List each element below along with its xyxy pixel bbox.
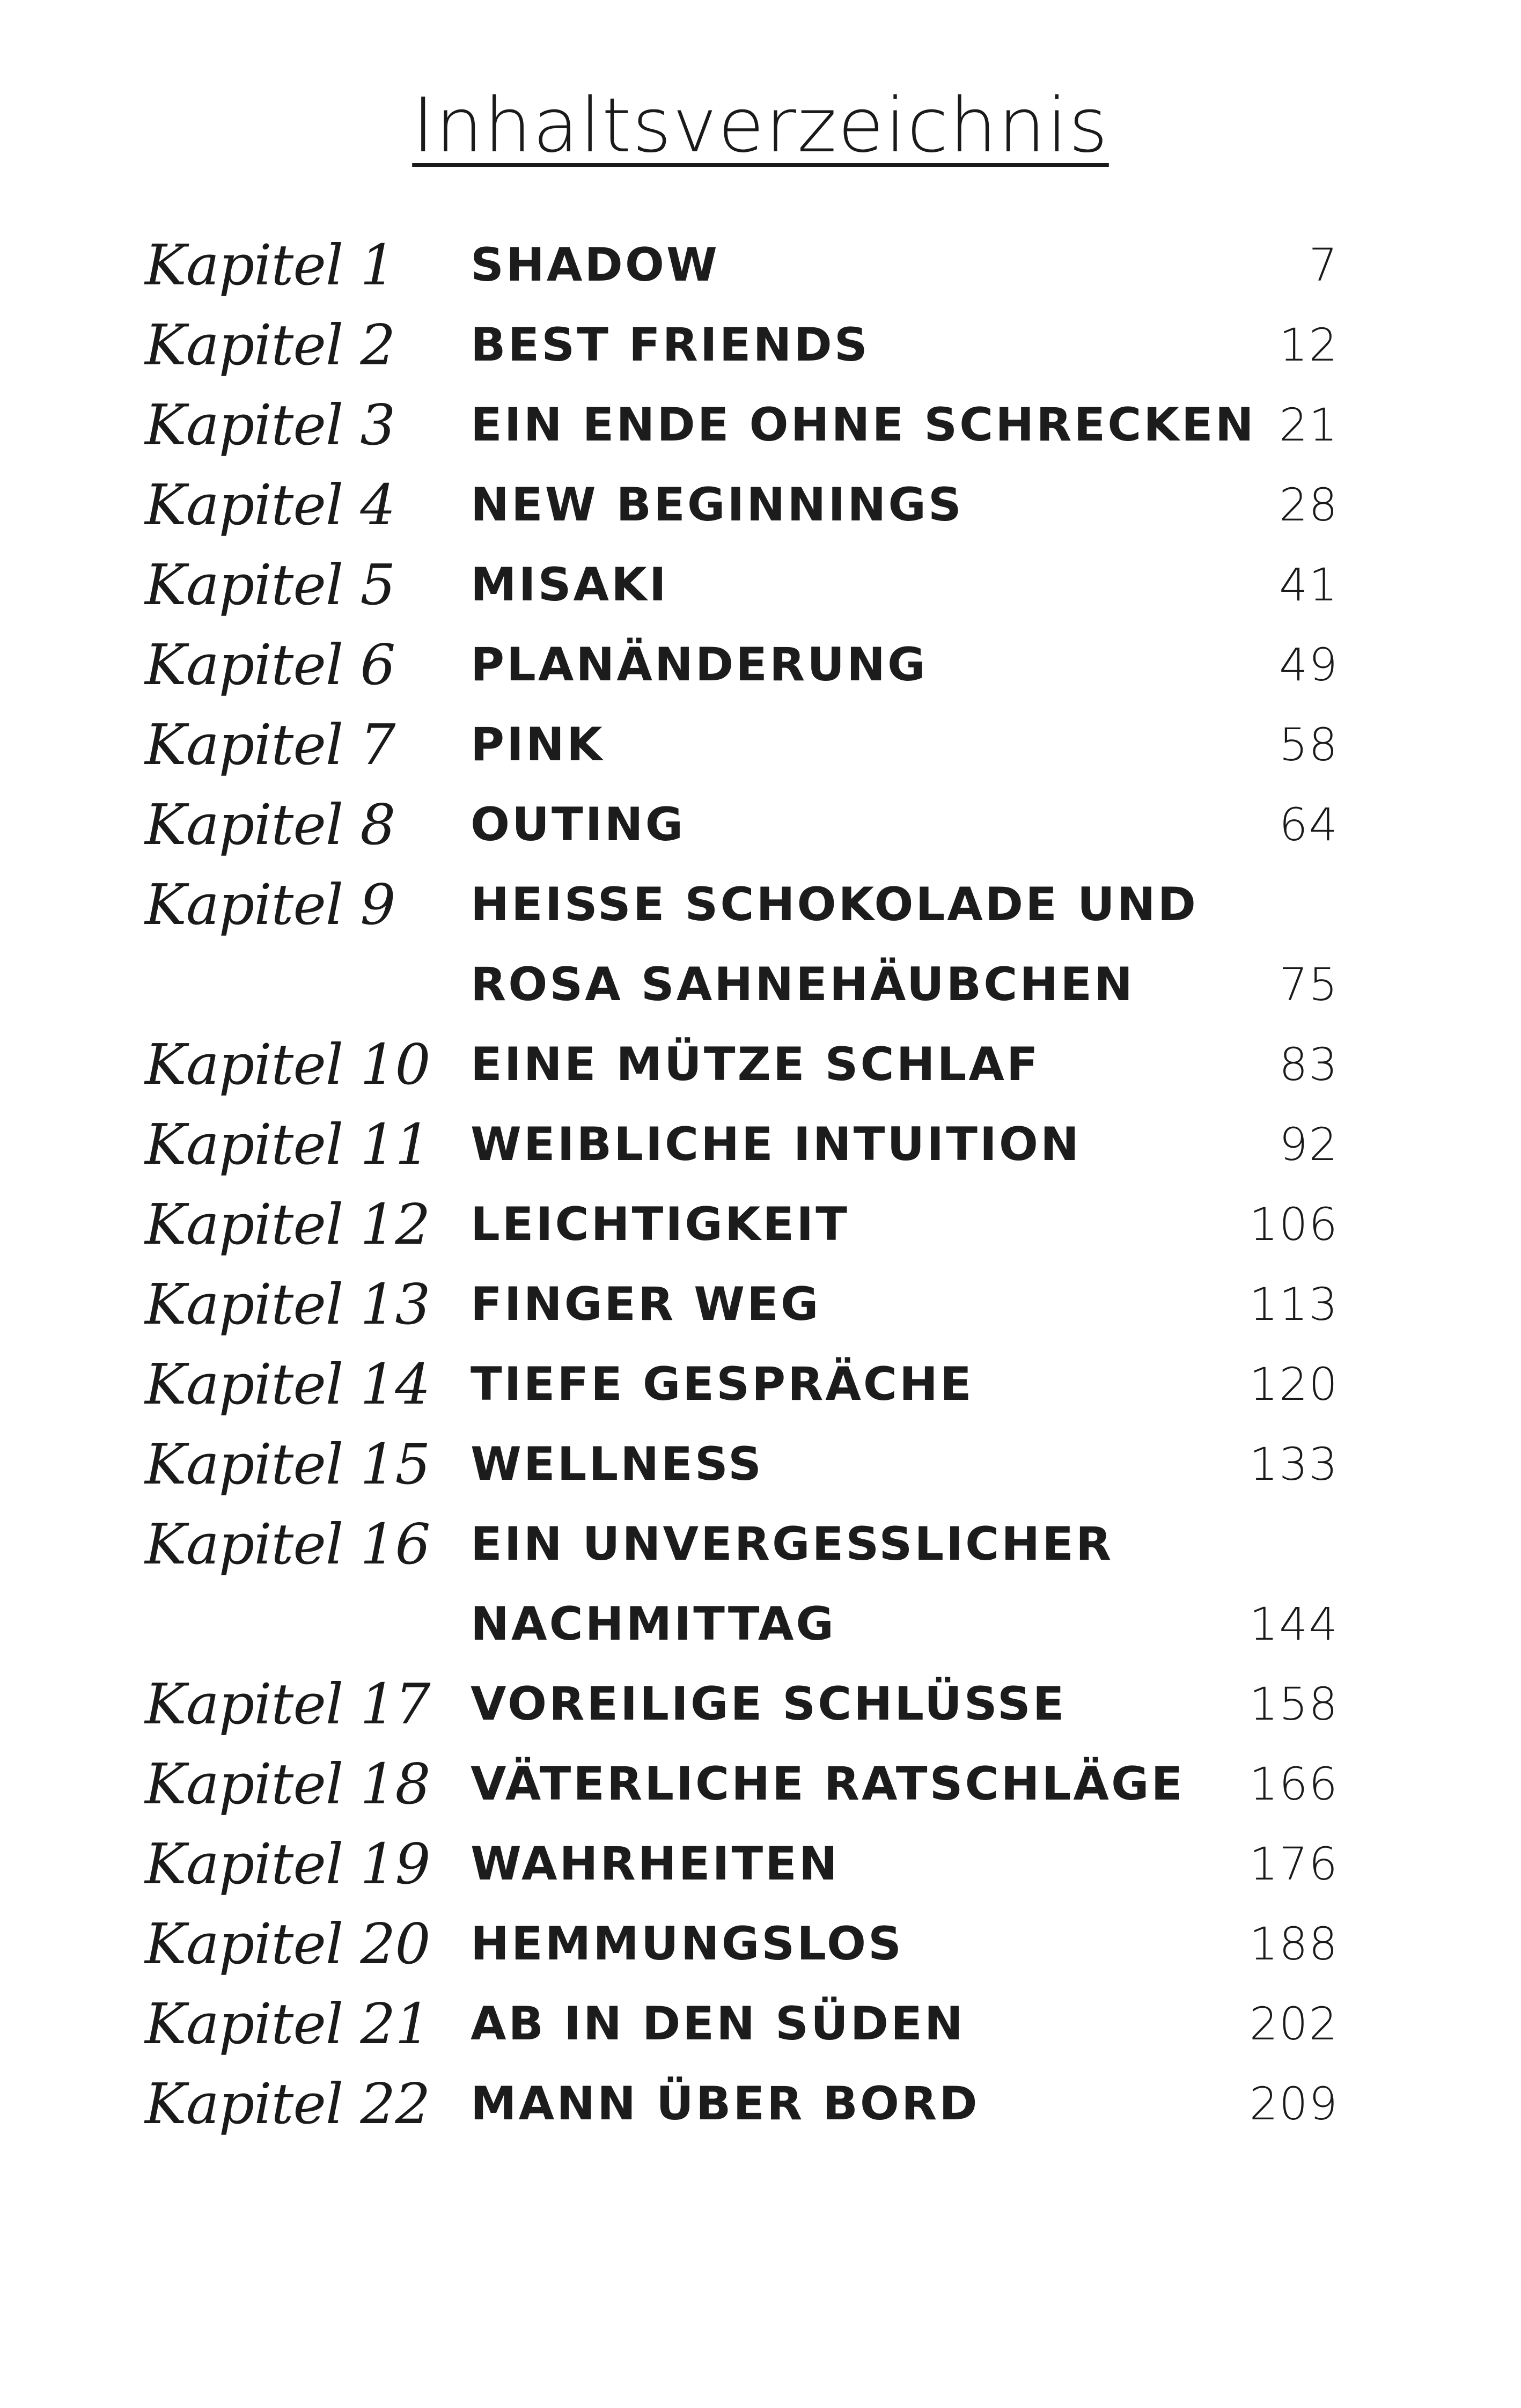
toc-entry-row <box>0 945 1521 1025</box>
chapter-label: Kapitel 9 <box>145 872 395 937</box>
chapter-title: MANN ÜBER BORD <box>471 2077 980 2131</box>
chapter-title: NACHMITTAG <box>471 1597 836 1651</box>
chapter-label: Kapitel 14 <box>145 1352 430 1417</box>
chapter-title: HEISSE SCHOKOLADE UND <box>471 878 1199 931</box>
toc-entry-row <box>0 625 1521 705</box>
chapter-title: AB IN DEN SÜDEN <box>471 1997 965 2051</box>
toc-list <box>0 225 1521 2144</box>
toc-entry-row <box>0 1904 1521 1984</box>
toc-entry-row <box>0 1584 1521 1664</box>
toc-entry-row <box>0 865 1521 945</box>
chapter-label: Kapitel 21 <box>145 1991 430 2057</box>
page-number: 21 <box>1279 399 1339 451</box>
chapter-title: SHADOW <box>471 238 719 292</box>
chapter-label: Kapitel 22 <box>145 2071 430 2137</box>
page-number: 209 <box>1249 2077 1339 2130</box>
page-number: 106 <box>1249 1198 1339 1251</box>
chapter-title: VÄTERLICHE RATSCHLÄGE <box>471 1757 1185 1811</box>
chapter-title: FINGER WEG <box>471 1278 821 1331</box>
toc-entry-row <box>0 1824 1521 1904</box>
chapter-title: HEMMUNGSLOS <box>471 1917 903 1971</box>
chapter-title: OUTING <box>471 798 686 851</box>
toc-entry-row <box>0 1265 1521 1345</box>
page-title <box>0 82 1521 170</box>
page-number: 120 <box>1249 1358 1339 1411</box>
chapter-label: Kapitel 12 <box>145 1192 430 1257</box>
page-number: 75 <box>1279 958 1339 1011</box>
page-number: 158 <box>1249 1678 1339 1730</box>
page-number: 133 <box>1249 1438 1339 1491</box>
page-number: 7 <box>1309 239 1339 291</box>
toc-entry-row <box>0 1425 1521 1504</box>
toc-entry-row <box>0 705 1521 785</box>
chapter-label: Kapitel 10 <box>145 1032 430 1097</box>
chapter-title: WELLNESS <box>471 1437 763 1491</box>
chapter-label: Kapitel 8 <box>145 792 395 857</box>
chapter-label: Kapitel 20 <box>145 1911 430 1977</box>
chapter-label: Kapitel 17 <box>145 1671 430 1737</box>
chapter-title: ROSA SAHNEHÄUBCHEN <box>471 958 1135 1011</box>
toc-entry-row <box>0 1664 1521 1744</box>
page-number: 28 <box>1279 479 1339 531</box>
chapter-label: Kapitel 11 <box>145 1112 430 1177</box>
page-number: 41 <box>1279 559 1339 611</box>
chapter-label: Kapitel 2 <box>145 312 395 378</box>
chapter-label: Kapitel 6 <box>145 632 395 698</box>
chapter-title: NEW BEGINNINGS <box>471 478 964 532</box>
chapter-label: Kapitel 7 <box>145 712 395 777</box>
page-number: 188 <box>1249 1918 1339 1970</box>
chapter-title: TIEFE GESPRÄCHE <box>471 1357 974 1411</box>
chapter-label: Kapitel 19 <box>145 1831 430 1897</box>
chapter-label: Kapitel 18 <box>145 1751 430 1817</box>
toc-entry-row <box>0 545 1521 625</box>
toc-entry-row <box>0 1744 1521 1824</box>
toc-entry-row <box>0 1105 1521 1185</box>
chapter-title: MISAKI <box>471 558 668 612</box>
toc-entry-row <box>0 785 1521 865</box>
page-number: 83 <box>1279 1038 1339 1091</box>
chapter-title: VOREILIGE SCHLÜSSE <box>471 1677 1067 1731</box>
chapter-title: PINK <box>471 718 605 772</box>
page-number: 58 <box>1279 718 1339 771</box>
toc-entry-row <box>0 1984 1521 2064</box>
chapter-title: PLANÄNDERUNG <box>471 638 928 692</box>
chapter-title: EIN UNVERGESSLICHER <box>471 1517 1114 1571</box>
page-number: 166 <box>1249 1758 1339 1810</box>
toc-entry-row <box>0 1185 1521 1265</box>
chapter-title: WAHRHEITEN <box>471 1837 840 1891</box>
chapter-label: Kapitel 1 <box>145 232 395 298</box>
page-number: 49 <box>1279 638 1339 691</box>
toc-entry-row <box>0 1504 1521 1584</box>
page-number: 176 <box>1249 1838 1339 1890</box>
toc-entry-row <box>0 225 1521 305</box>
page-number: 113 <box>1249 1278 1339 1331</box>
page-number: 12 <box>1279 319 1339 371</box>
chapter-label: Kapitel 3 <box>145 392 395 458</box>
toc-entry-row <box>0 385 1521 465</box>
chapter-label: Kapitel 15 <box>145 1431 430 1497</box>
page-number: 202 <box>1249 1998 1339 2050</box>
toc-entry-row <box>0 465 1521 545</box>
page-number: 64 <box>1279 798 1339 851</box>
page-number: 144 <box>1249 1598 1339 1650</box>
toc-entry-row <box>0 1025 1521 1105</box>
page-title-text: Inhaltsverzeichnis <box>412 82 1109 170</box>
toc-entry-row <box>0 305 1521 385</box>
chapter-label: Kapitel 4 <box>145 472 395 538</box>
chapter-title: EIN ENDE OHNE SCHRECKEN <box>471 398 1256 452</box>
chapter-title: WEIBLICHE INTUITION <box>471 1118 1081 1171</box>
chapter-title: LEICHTIGKEIT <box>471 1198 849 1251</box>
chapter-label: Kapitel 16 <box>145 1511 430 1577</box>
chapter-title: EINE MÜTZE SCHLAF <box>471 1038 1040 1091</box>
chapter-label: Kapitel 5 <box>145 552 395 618</box>
page-number: 92 <box>1279 1118 1339 1171</box>
chapter-title: BEST FRIENDS <box>471 318 870 372</box>
toc-entry-row <box>0 1345 1521 1425</box>
chapter-label: Kapitel 13 <box>145 1272 430 1337</box>
toc-entry-row <box>0 2064 1521 2144</box>
